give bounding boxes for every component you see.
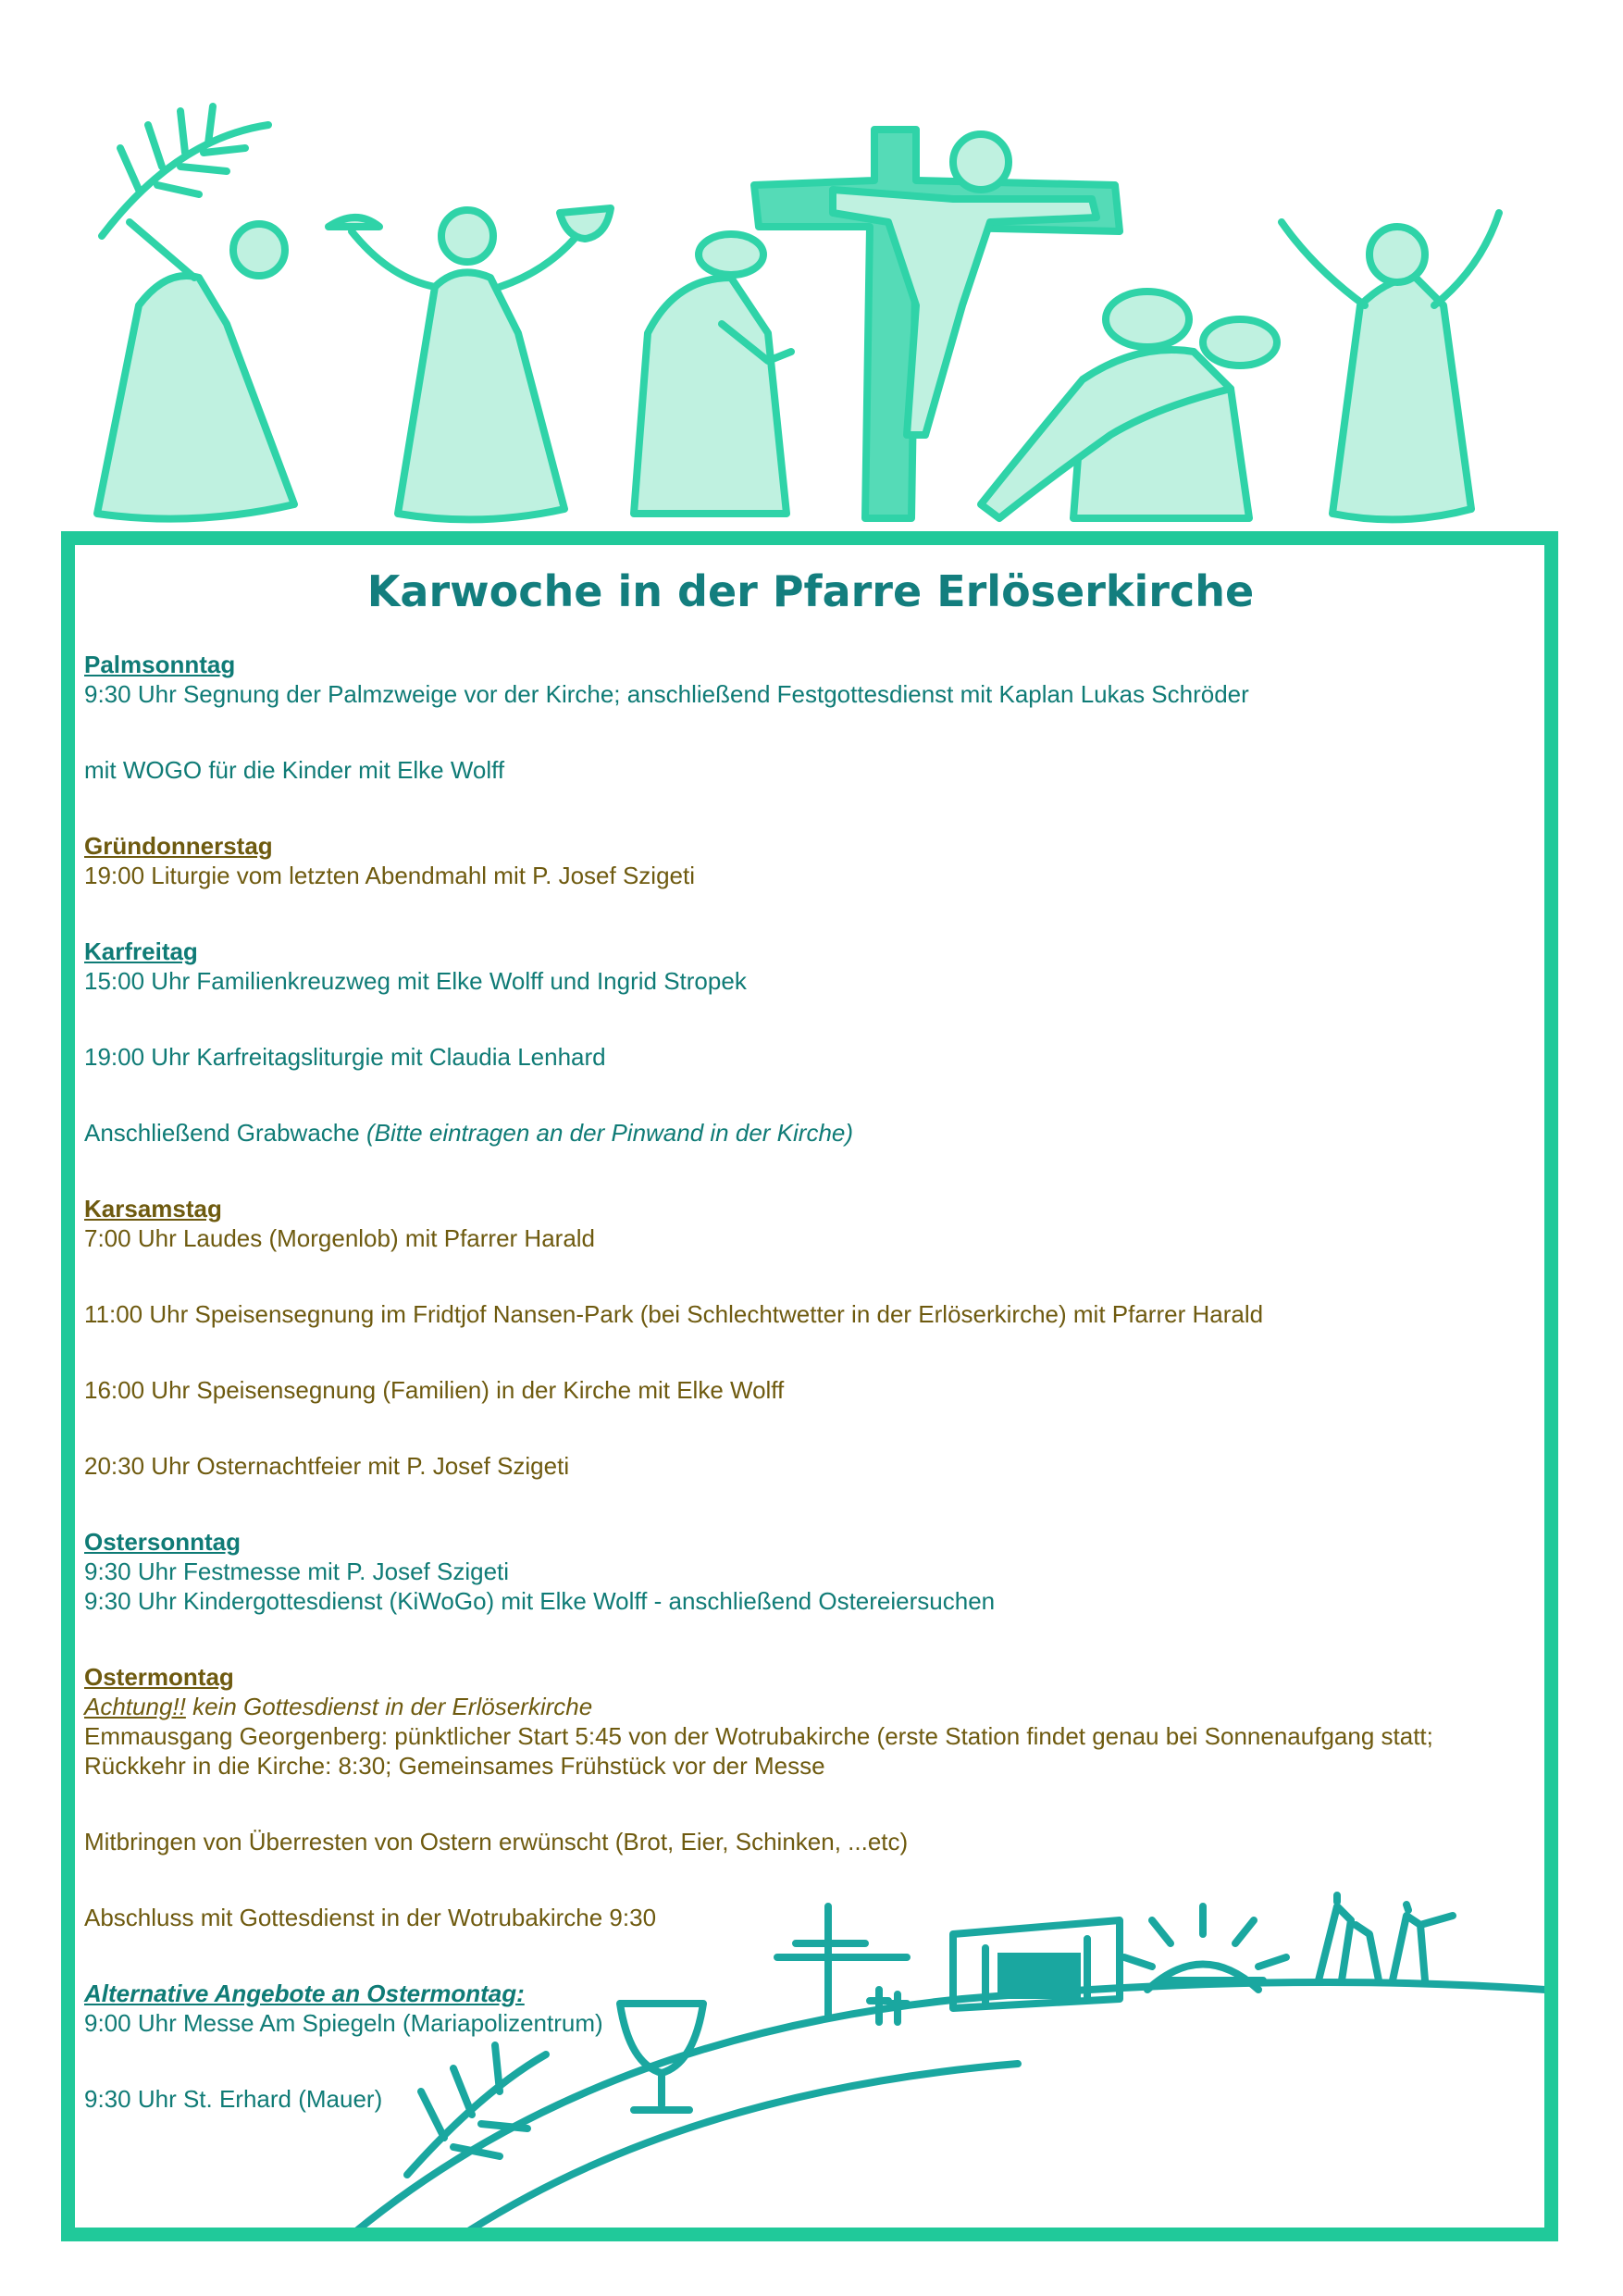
- section-karsamstag: [84, 1194, 1537, 1481]
- cup-icon: [560, 208, 611, 239]
- day-heading: Karsamstag: [84, 1195, 222, 1222]
- section-alternativ: [84, 1979, 1537, 2114]
- section-karfreitag: [84, 937, 1537, 1148]
- palm-bearer-figure: [97, 106, 294, 519]
- event-line: 9:30 Uhr Kindergottesdienst (KiWoGo) mit Elke Wolff - anschließend Ostereiersuchen: [84, 1587, 996, 1615]
- schedule-content: [84, 559, 1537, 2114]
- event-line: [84, 1118, 1537, 1148]
- event-line: 11:00 Uhr Speisensegnung im Fridtjof Nansen-Park (bei Schlechtwetter in der Erlöserkirche) mit Pfarrer Harald: [84, 1300, 1264, 1328]
- day-heading: Ostermontag: [84, 1663, 234, 1691]
- section-gruendonnerstag: [84, 831, 1537, 890]
- event-line: mit WOGO für die Kinder mit Elke Wolff: [84, 756, 505, 784]
- section-palmsonntag: [84, 650, 1537, 785]
- day-heading: Gründonnerstag: [84, 832, 273, 860]
- palm-branch-icon: [102, 106, 268, 236]
- day-heading: Palmsonntag: [84, 651, 236, 678]
- event-line: 9:30 Uhr Festmesse mit P. Josef Szigeti: [84, 1558, 510, 1585]
- event-line: Mitbringen von Überresten von Ostern erwünscht (Brot, Eier, Schinken, ...etc): [84, 1828, 909, 1855]
- warning-line: [84, 1692, 1537, 1721]
- day-heading: Karfreitag: [84, 937, 198, 965]
- event-line: 15:00 Uhr Familienkreuzweg mit Elke Wolff und Ingrid Stropek: [84, 967, 747, 995]
- offering-figure: [328, 208, 611, 519]
- warning-label: Achtung!!: [84, 1693, 186, 1720]
- kneeling-figure: [634, 234, 791, 514]
- event-line: Abschluss mit Gottesdienst in der Wotrubakirche 9:30: [84, 1904, 657, 1931]
- event-note: (Bitte eintragen an der Pinwand in der Kirche): [365, 1119, 854, 1147]
- event-line: 19:00 Uhr Karfreitagsliturgie mit Claudia Lenhard: [84, 1043, 606, 1071]
- event-line: 20:30 Uhr Osternachtfeier mit P. Josef Szigeti: [84, 1452, 570, 1480]
- day-heading: Ostersonntag: [84, 1528, 242, 1556]
- event-text: Anschließend Grabwache: [84, 1119, 366, 1147]
- section-ostermontag: [84, 1662, 1537, 1932]
- event-line: 9:30 Uhr Segnung der Palmzweige vor der Kirche; anschließend Festgottesdienst mit Kaplan Lukas Schröder: [84, 680, 1249, 708]
- mourning-figure: [981, 292, 1277, 518]
- event-line: Emmausgang Georgenberg: pünktlicher Start 5:45 von der Wotrubakirche (erste Station findet genau bei Sonnenaufgang statt; Rückkehr in die Kirche: 8:30; Gemeinsames Frühstück vor der Messe: [84, 1722, 1433, 1780]
- warning-text: kein Gottesdienst in der Erlöserkirche: [185, 1693, 593, 1720]
- risen-figure: [1282, 213, 1499, 519]
- event-line: 9:00 Uhr Messe Am Spiegeln (Mariapolizentrum): [84, 2009, 603, 2037]
- event-line: 19:00 Liturgie vom letzten Abendmahl mit P. Josef Szigeti: [84, 862, 696, 889]
- bread-icon: [328, 217, 379, 227]
- holy-week-figures-banner: [0, 0, 1623, 537]
- day-heading: Alternative Angebote an Ostermontag:: [84, 1980, 525, 2007]
- page-title: Karwoche in der Pfarre Erlöserkirche: [366, 566, 1255, 616]
- event-line: 7:00 Uhr Laudes (Morgenlob) mit Pfarrer Harald: [84, 1224, 596, 1252]
- event-line: 16:00 Uhr Speisensegnung (Familien) in der Kirche mit Elke Wolff: [84, 1376, 785, 1404]
- section-ostersonntag: [84, 1527, 1537, 1616]
- event-line: 9:30 Uhr St. Erhard (Mauer): [84, 2085, 383, 2113]
